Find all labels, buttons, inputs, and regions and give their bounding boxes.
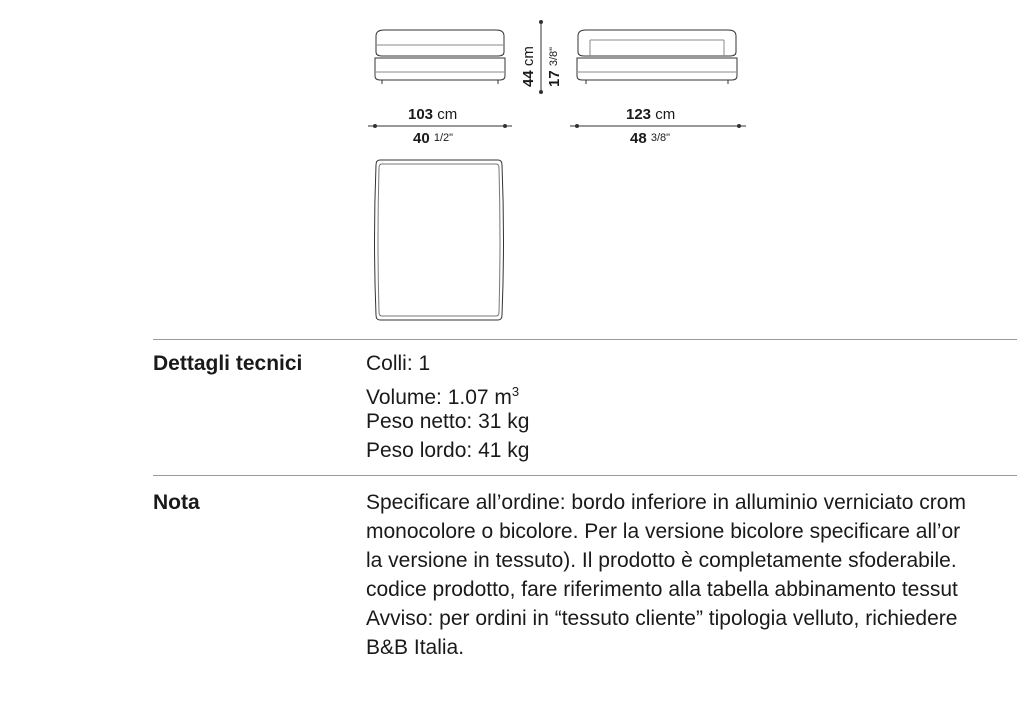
width-dimension-line-front [368,125,512,128]
note-line: monocolore o bicolore. Per la versione bicolore specificare all’or [366,520,961,543]
colli-value: Colli: 1 [366,352,431,375]
height-inch-label: 17 3/8" [546,46,563,87]
plan-view-drawing [375,160,504,320]
note-heading: Nota [153,491,200,514]
note-line: Avviso: per ordini in “tessuto cliente” tipologia velluto, richiedere [366,607,958,630]
width-dimension-line-side [570,125,746,128]
width-side-inch-label: 48 3/8" [630,130,671,147]
width-side-cm-label: 123 cm [626,106,676,123]
note-line: la versione in tessuto). Il prodotto è completamente sfoderabile. [366,549,957,572]
net-weight-value: Peso netto: 31 kg [366,410,530,433]
technical-details-heading: Dettagli tecnici [153,352,303,375]
note-line: codice prodotto, fare riferimento alla tabella abbinamento tessut [366,578,958,601]
height-dimension-line [540,21,543,94]
width-front-cm-label: 103 cm [408,106,458,123]
width-front-inch-label: 40 1/2" [413,130,454,147]
height-cm-label: 44 cm [520,46,537,87]
note-line: Specificare all’ordine: bordo inferiore in alluminio verniciato crom [366,491,966,514]
gross-weight-value: Peso lordo: 41 kg [366,439,530,462]
front-elevation-drawing [375,30,505,84]
volume-value: Volume: 1.07 $m^3$ [366,384,520,409]
product-technical-drawing [0,0,1017,340]
note-divider [153,475,1017,476]
note-line: B&B Italia. [366,636,465,659]
side-elevation-drawing [577,30,737,84]
technical-divider [153,339,1017,340]
